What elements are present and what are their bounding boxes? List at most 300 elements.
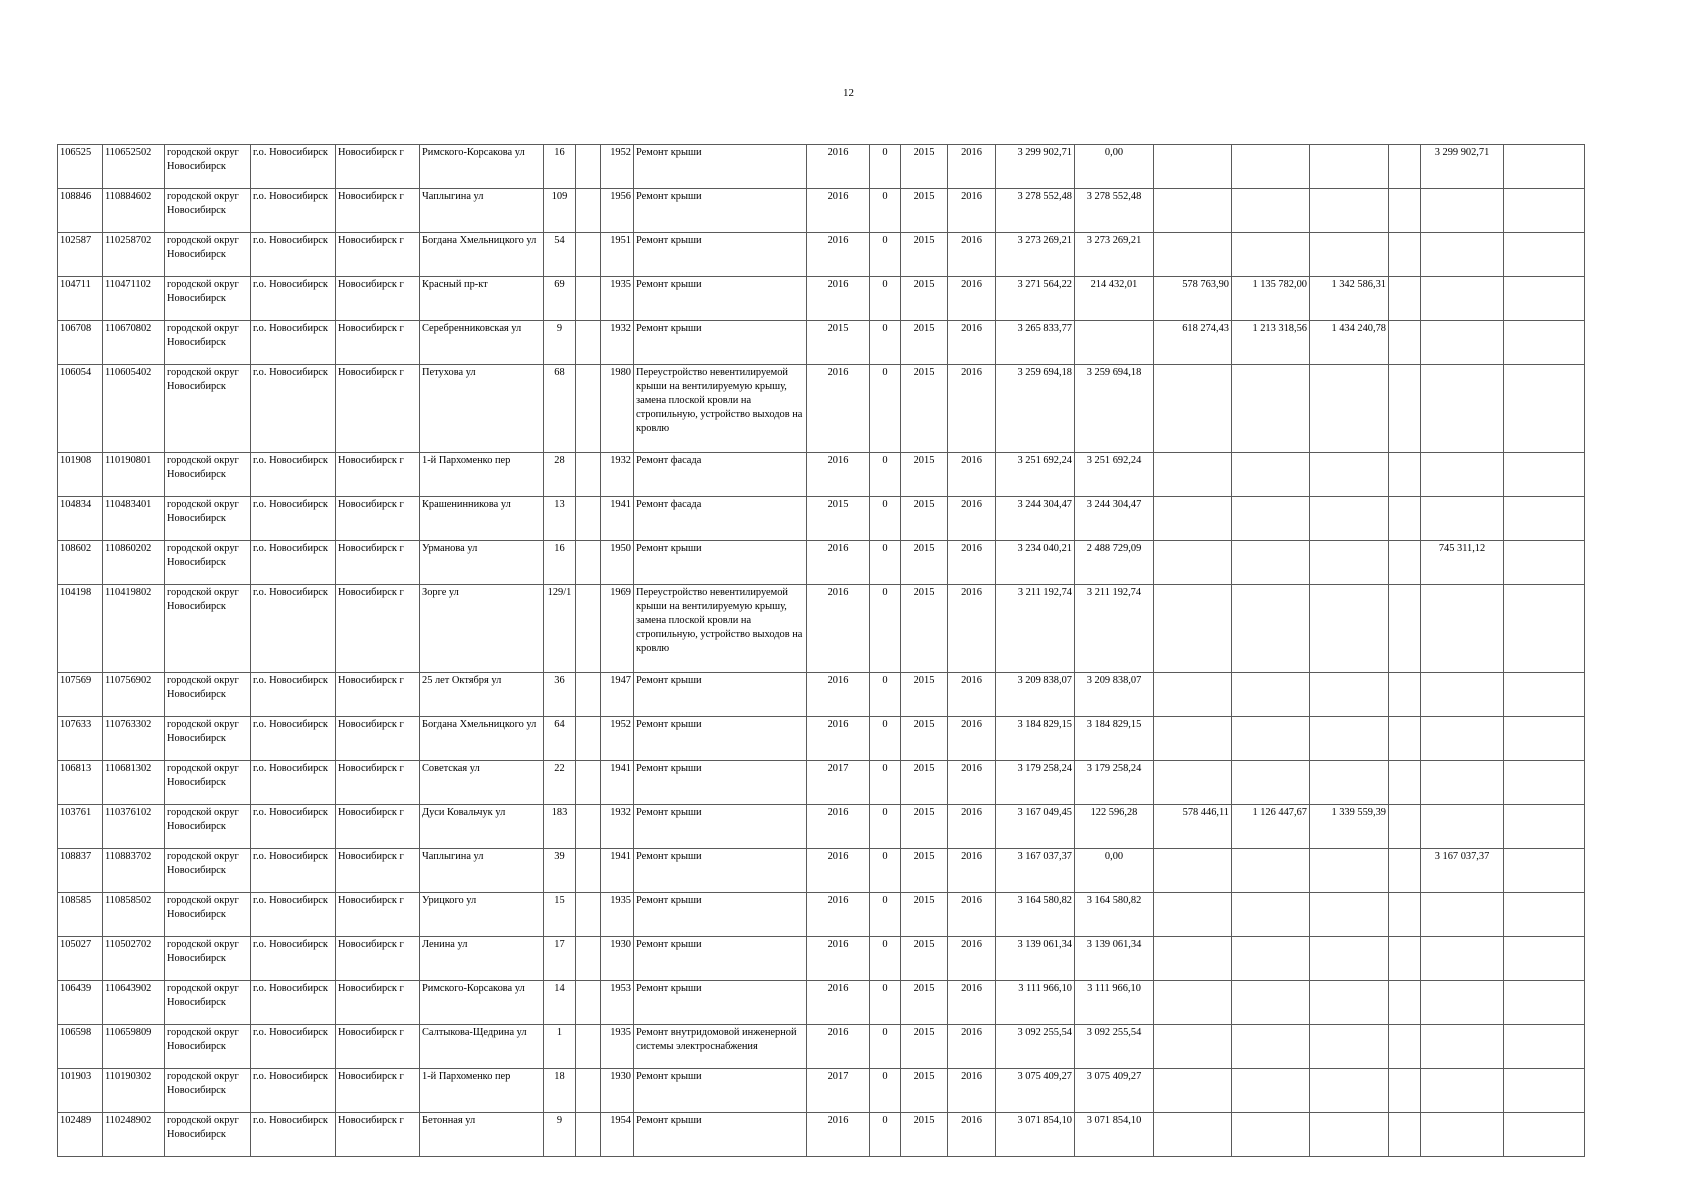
cell-planned-year: 2016	[807, 1113, 870, 1157]
cell-cost-local	[1310, 1069, 1389, 1113]
cell-period-start: 2015	[901, 189, 948, 233]
cell-cost-regional	[1232, 937, 1310, 981]
table-row	[58, 1069, 1585, 1113]
cell-municipality: городской округ Новосибирск	[165, 981, 251, 1025]
cell-house-code: 110884602	[103, 189, 165, 233]
cell-cost-regional	[1232, 717, 1310, 761]
cell-cost-federal	[1154, 937, 1232, 981]
cell-planned-year: 2016	[807, 981, 870, 1025]
cell-cost-owners: 122 596,28	[1075, 805, 1154, 849]
cell-note	[1504, 805, 1585, 849]
cell-period-end: 2016	[948, 145, 996, 189]
cell-street: Римского-Корсакова ул	[420, 145, 544, 189]
cell-cost-regional	[1232, 1025, 1310, 1069]
cell-house-number: 14	[544, 981, 576, 1025]
cell-record-id: 106525	[58, 145, 103, 189]
cell-cost-local	[1310, 849, 1389, 893]
cell-municipality: городской округ Новосибирск	[165, 937, 251, 981]
cell-cost-local	[1310, 717, 1389, 761]
cell-record-id: 107569	[58, 673, 103, 717]
cell-period-end: 2016	[948, 1025, 996, 1069]
cell-period-start: 2015	[901, 541, 948, 585]
cell-cost-reserve	[1421, 1113, 1504, 1157]
cell-period-end: 2016	[948, 849, 996, 893]
cell-municipality: городской округ Новосибирск	[165, 893, 251, 937]
cell-cost-local	[1310, 585, 1389, 673]
cell-work-type: Ремонт крыши	[634, 673, 807, 717]
cell-note	[1504, 761, 1585, 805]
cell-building	[576, 145, 601, 189]
cell-total-cost: 3 259 694,18	[996, 365, 1075, 453]
cell-house-code: 110659809	[103, 1025, 165, 1069]
cell-record-id: 104198	[58, 585, 103, 673]
cell-flag: 0	[870, 937, 901, 981]
cell-flag: 0	[870, 1113, 901, 1157]
cell-flag: 0	[870, 585, 901, 673]
cell-planned-year: 2016	[807, 233, 870, 277]
cell-record-id: 102489	[58, 1113, 103, 1157]
cell-cost-other	[1389, 233, 1421, 277]
cell-cost-federal	[1154, 541, 1232, 585]
cell-building	[576, 1113, 601, 1157]
cell-settlement: Новосибирск г	[336, 1025, 420, 1069]
cell-period-start: 2015	[901, 937, 948, 981]
cell-work-type: Переустройство невентилируемой крыши на вентилируемую крышу, замена плоской кровли на стропильную, устройство выходов на кровлю	[634, 365, 807, 453]
cell-settlement: Новосибирск г	[336, 541, 420, 585]
cell-settlement: Новосибирск г	[336, 233, 420, 277]
cell-period-start: 2015	[901, 717, 948, 761]
cell-cost-regional	[1232, 145, 1310, 189]
cell-municipality: городской округ Новосибирск	[165, 497, 251, 541]
cell-municipal-district: г.о. Новосибирск	[251, 893, 336, 937]
table-row	[58, 1113, 1585, 1157]
cell-settlement: Новосибирск г	[336, 1069, 420, 1113]
cell-work-type: Ремонт фасада	[634, 453, 807, 497]
cell-total-cost: 3 139 061,34	[996, 937, 1075, 981]
cell-cost-local	[1310, 233, 1389, 277]
cell-work-type: Ремонт крыши	[634, 233, 807, 277]
cell-flag: 0	[870, 981, 901, 1025]
cell-cost-reserve	[1421, 717, 1504, 761]
cell-planned-year: 2017	[807, 761, 870, 805]
cell-municipal-district: г.о. Новосибирск	[251, 541, 336, 585]
cell-settlement: Новосибирск г	[336, 849, 420, 893]
cell-municipal-district: г.о. Новосибирск	[251, 453, 336, 497]
cell-period-end: 2016	[948, 805, 996, 849]
cell-settlement: Новосибирск г	[336, 585, 420, 673]
cell-cost-owners: 2 488 729,09	[1075, 541, 1154, 585]
cell-period-start: 2015	[901, 1069, 948, 1113]
cell-cost-other	[1389, 321, 1421, 365]
cell-period-start: 2015	[901, 1025, 948, 1069]
cell-cost-reserve	[1421, 1025, 1504, 1069]
cell-municipality: городской округ Новосибирск	[165, 233, 251, 277]
cell-house-code: 110763302	[103, 717, 165, 761]
cell-house-code: 110860202	[103, 541, 165, 585]
cell-municipal-district: г.о. Новосибирск	[251, 365, 336, 453]
cell-municipality: городской округ Новосибирск	[165, 761, 251, 805]
cell-period-start: 2015	[901, 453, 948, 497]
cell-flag: 0	[870, 189, 901, 233]
cell-total-cost: 3 299 902,71	[996, 145, 1075, 189]
cell-cost-reserve	[1421, 981, 1504, 1025]
cell-cost-reserve	[1421, 321, 1504, 365]
cell-cost-other	[1389, 849, 1421, 893]
cell-municipality: городской округ Новосибирск	[165, 1025, 251, 1069]
cell-period-end: 2016	[948, 189, 996, 233]
cell-cost-federal	[1154, 1025, 1232, 1069]
cell-municipal-district: г.о. Новосибирск	[251, 321, 336, 365]
cell-house-code: 110756902	[103, 673, 165, 717]
cell-municipal-district: г.о. Новосибирск	[251, 233, 336, 277]
cell-work-type: Ремонт крыши	[634, 893, 807, 937]
cell-total-cost: 3 071 854,10	[996, 1113, 1075, 1157]
table-row	[58, 233, 1585, 277]
cell-cost-local: 1 434 240,78	[1310, 321, 1389, 365]
cell-settlement: Новосибирск г	[336, 453, 420, 497]
cell-record-id: 106439	[58, 981, 103, 1025]
cell-cost-regional	[1232, 1069, 1310, 1113]
cell-municipality: городской округ Новосибирск	[165, 805, 251, 849]
cell-note	[1504, 233, 1585, 277]
cell-note	[1504, 497, 1585, 541]
cell-cost-federal	[1154, 717, 1232, 761]
cell-total-cost: 3 209 838,07	[996, 673, 1075, 717]
cell-cost-regional	[1232, 673, 1310, 717]
cell-note	[1504, 365, 1585, 453]
cell-work-type: Ремонт крыши	[634, 1113, 807, 1157]
cell-record-id: 104834	[58, 497, 103, 541]
cell-settlement: Новосибирск г	[336, 189, 420, 233]
cell-note	[1504, 541, 1585, 585]
cell-period-end: 2016	[948, 497, 996, 541]
cell-note	[1504, 849, 1585, 893]
cell-cost-owners: 3 092 255,54	[1075, 1025, 1154, 1069]
cell-total-cost: 3 273 269,21	[996, 233, 1075, 277]
cell-cost-other	[1389, 1069, 1421, 1113]
cell-house-code: 110419802	[103, 585, 165, 673]
cell-record-id: 108585	[58, 893, 103, 937]
cell-cost-reserve	[1421, 1069, 1504, 1113]
cell-planned-year: 2016	[807, 189, 870, 233]
cell-work-type: Ремонт крыши	[634, 321, 807, 365]
cell-period-start: 2015	[901, 365, 948, 453]
cell-building	[576, 189, 601, 233]
cell-municipality: городской округ Новосибирск	[165, 717, 251, 761]
cell-cost-regional: 1 135 782,00	[1232, 277, 1310, 321]
cell-cost-regional	[1232, 1113, 1310, 1157]
cell-planned-year: 2016	[807, 937, 870, 981]
cell-house-code: 110605402	[103, 365, 165, 453]
cell-note	[1504, 1025, 1585, 1069]
cell-cost-owners: 0,00	[1075, 849, 1154, 893]
cell-construction-year: 1935	[601, 1025, 634, 1069]
cell-work-type: Ремонт фасада	[634, 497, 807, 541]
table-row	[58, 321, 1585, 365]
cell-period-start: 2015	[901, 585, 948, 673]
cell-construction-year: 1930	[601, 937, 634, 981]
cell-work-type: Ремонт крыши	[634, 717, 807, 761]
cell-total-cost: 3 075 409,27	[996, 1069, 1075, 1113]
cell-total-cost: 3 092 255,54	[996, 1025, 1075, 1069]
cell-cost-owners	[1075, 321, 1154, 365]
cell-municipal-district: г.о. Новосибирск	[251, 937, 336, 981]
cell-street: Богдана Хмельницкого ул	[420, 717, 544, 761]
cell-municipal-district: г.о. Новосибирск	[251, 805, 336, 849]
cell-planned-year: 2016	[807, 1025, 870, 1069]
cell-cost-owners: 214 432,01	[1075, 277, 1154, 321]
cell-planned-year: 2016	[807, 673, 870, 717]
cell-total-cost: 3 211 192,74	[996, 585, 1075, 673]
cell-street: Салтыкова-Щедрина ул	[420, 1025, 544, 1069]
cell-period-start: 2015	[901, 277, 948, 321]
cell-work-type: Ремонт крыши	[634, 277, 807, 321]
cell-cost-federal	[1154, 673, 1232, 717]
cell-cost-owners: 3 164 580,82	[1075, 893, 1154, 937]
cell-record-id: 108602	[58, 541, 103, 585]
cell-flag: 0	[870, 365, 901, 453]
cell-settlement: Новосибирск г	[336, 497, 420, 541]
cell-municipality: городской округ Новосибирск	[165, 673, 251, 717]
cell-total-cost: 3 244 304,47	[996, 497, 1075, 541]
cell-cost-reserve	[1421, 497, 1504, 541]
cell-work-type: Ремонт крыши	[634, 805, 807, 849]
cell-house-number: 64	[544, 717, 576, 761]
cell-street: 1-й Пархоменко пер	[420, 453, 544, 497]
cell-cost-reserve	[1421, 673, 1504, 717]
cell-settlement: Новосибирск г	[336, 277, 420, 321]
cell-cost-regional	[1232, 585, 1310, 673]
table-row	[58, 497, 1585, 541]
cell-cost-owners: 3 259 694,18	[1075, 365, 1154, 453]
cell-cost-federal	[1154, 761, 1232, 805]
cell-cost-local	[1310, 145, 1389, 189]
cell-municipality: городской округ Новосибирск	[165, 541, 251, 585]
cell-cost-regional	[1232, 761, 1310, 805]
cell-cost-federal	[1154, 849, 1232, 893]
cell-cost-federal: 578 446,11	[1154, 805, 1232, 849]
table-row	[58, 673, 1585, 717]
cell-planned-year: 2016	[807, 453, 870, 497]
cell-planned-year: 2017	[807, 1069, 870, 1113]
cell-cost-other	[1389, 673, 1421, 717]
cell-cost-local: 1 339 559,39	[1310, 805, 1389, 849]
table-row	[58, 145, 1585, 189]
cell-house-code: 110681302	[103, 761, 165, 805]
cell-construction-year: 1950	[601, 541, 634, 585]
cell-building	[576, 277, 601, 321]
cell-cost-other	[1389, 1025, 1421, 1069]
cell-planned-year: 2016	[807, 805, 870, 849]
table-row	[58, 1025, 1585, 1069]
cell-cost-regional	[1232, 233, 1310, 277]
cell-record-id: 103761	[58, 805, 103, 849]
cell-municipal-district: г.о. Новосибирск	[251, 981, 336, 1025]
cell-period-end: 2016	[948, 233, 996, 277]
cell-cost-local	[1310, 365, 1389, 453]
cell-period-start: 2015	[901, 497, 948, 541]
cell-cost-owners: 3 071 854,10	[1075, 1113, 1154, 1157]
cell-building	[576, 541, 601, 585]
cell-municipality: городской округ Новосибирск	[165, 453, 251, 497]
table-row	[58, 761, 1585, 805]
cell-cost-regional	[1232, 981, 1310, 1025]
cell-cost-owners: 3 179 258,24	[1075, 761, 1154, 805]
cell-work-type: Ремонт крыши	[634, 541, 807, 585]
cell-house-number: 13	[544, 497, 576, 541]
cell-record-id: 104711	[58, 277, 103, 321]
cell-municipal-district: г.о. Новосибирск	[251, 761, 336, 805]
cell-note	[1504, 189, 1585, 233]
cell-cost-owners: 3 184 829,15	[1075, 717, 1154, 761]
cell-house-code: 110858502	[103, 893, 165, 937]
cell-cost-reserve	[1421, 189, 1504, 233]
cell-cost-regional: 1 126 447,67	[1232, 805, 1310, 849]
cell-municipal-district: г.о. Новосибирск	[251, 1025, 336, 1069]
cell-planned-year: 2016	[807, 365, 870, 453]
cell-cost-federal: 618 274,43	[1154, 321, 1232, 365]
cell-house-code: 110376102	[103, 805, 165, 849]
cell-municipality: городской округ Новосибирск	[165, 1069, 251, 1113]
table-row	[58, 981, 1585, 1025]
cell-cost-local	[1310, 497, 1389, 541]
cell-street: Петухова ул	[420, 365, 544, 453]
cell-construction-year: 1941	[601, 497, 634, 541]
cell-cost-owners: 3 211 192,74	[1075, 585, 1154, 673]
cell-cost-other	[1389, 189, 1421, 233]
cell-construction-year: 1935	[601, 893, 634, 937]
cell-settlement: Новосибирск г	[336, 1113, 420, 1157]
cell-building	[576, 233, 601, 277]
cell-cost-reserve	[1421, 365, 1504, 453]
cell-cost-local	[1310, 189, 1389, 233]
cell-work-type: Ремонт внутридомовой инженерной системы электроснабжения	[634, 1025, 807, 1069]
cell-period-start: 2015	[901, 981, 948, 1025]
table-row	[58, 893, 1585, 937]
cell-cost-federal: 578 763,90	[1154, 277, 1232, 321]
table-body	[58, 145, 1585, 1157]
cell-planned-year: 2016	[807, 849, 870, 893]
cell-building	[576, 717, 601, 761]
cell-cost-other	[1389, 805, 1421, 849]
cell-cost-owners: 3 075 409,27	[1075, 1069, 1154, 1113]
cell-cost-reserve	[1421, 277, 1504, 321]
cell-house-code: 110471102	[103, 277, 165, 321]
cell-note	[1504, 321, 1585, 365]
cell-period-end: 2016	[948, 277, 996, 321]
cell-settlement: Новосибирск г	[336, 805, 420, 849]
cell-flag: 0	[870, 717, 901, 761]
cell-planned-year: 2016	[807, 585, 870, 673]
cell-street: Ленина ул	[420, 937, 544, 981]
cell-note	[1504, 277, 1585, 321]
cell-street: Урманова ул	[420, 541, 544, 585]
cell-cost-other	[1389, 585, 1421, 673]
cell-cost-other	[1389, 893, 1421, 937]
cell-street: Серебренниковская ул	[420, 321, 544, 365]
cell-house-code: 110670802	[103, 321, 165, 365]
cell-settlement: Новосибирск г	[336, 761, 420, 805]
cell-settlement: Новосибирск г	[336, 717, 420, 761]
cell-cost-regional	[1232, 189, 1310, 233]
cell-cost-other	[1389, 541, 1421, 585]
cell-house-number: 28	[544, 453, 576, 497]
table-row	[58, 585, 1585, 673]
cell-flag: 0	[870, 893, 901, 937]
table-row	[58, 937, 1585, 981]
cell-cost-reserve	[1421, 761, 1504, 805]
cell-flag: 0	[870, 1025, 901, 1069]
cell-street: Бетонная ул	[420, 1113, 544, 1157]
cell-cost-reserve	[1421, 893, 1504, 937]
cell-cost-federal	[1154, 233, 1232, 277]
cell-cost-other	[1389, 365, 1421, 453]
cell-cost-local	[1310, 893, 1389, 937]
cell-construction-year: 1954	[601, 1113, 634, 1157]
cell-work-type: Ремонт крыши	[634, 145, 807, 189]
cell-building	[576, 673, 601, 717]
table-row	[58, 717, 1585, 761]
cell-cost-regional	[1232, 849, 1310, 893]
cell-municipality: городской округ Новосибирск	[165, 365, 251, 453]
cell-construction-year: 1980	[601, 365, 634, 453]
cell-flag: 0	[870, 1069, 901, 1113]
cell-cost-other	[1389, 453, 1421, 497]
cell-cost-owners: 3 139 061,34	[1075, 937, 1154, 981]
cell-cost-local: 1 342 586,31	[1310, 277, 1389, 321]
cell-period-end: 2016	[948, 761, 996, 805]
cell-cost-local	[1310, 453, 1389, 497]
cell-cost-regional	[1232, 893, 1310, 937]
cell-construction-year: 1930	[601, 1069, 634, 1113]
cell-work-type: Ремонт крыши	[634, 189, 807, 233]
cell-municipal-district: г.о. Новосибирск	[251, 277, 336, 321]
cell-building	[576, 761, 601, 805]
cell-record-id: 102587	[58, 233, 103, 277]
cell-house-code: 110652502	[103, 145, 165, 189]
table-row	[58, 541, 1585, 585]
cell-cost-other	[1389, 145, 1421, 189]
cell-record-id: 108846	[58, 189, 103, 233]
cell-cost-federal	[1154, 497, 1232, 541]
cell-construction-year: 1952	[601, 717, 634, 761]
cell-house-code: 110248902	[103, 1113, 165, 1157]
cell-municipality: городской округ Новосибирск	[165, 145, 251, 189]
cell-municipal-district: г.о. Новосибирск	[251, 1069, 336, 1113]
cell-cost-regional	[1232, 365, 1310, 453]
cell-municipality: городской округ Новосибирск	[165, 849, 251, 893]
table-row	[58, 365, 1585, 453]
cell-street: Чаплыгина ул	[420, 189, 544, 233]
cell-total-cost: 3 278 552,48	[996, 189, 1075, 233]
cell-house-number: 39	[544, 849, 576, 893]
cell-settlement: Новосибирск г	[336, 981, 420, 1025]
cell-cost-owners: 3 251 692,24	[1075, 453, 1154, 497]
cell-period-end: 2016	[948, 365, 996, 453]
cell-record-id: 101908	[58, 453, 103, 497]
cell-period-start: 2015	[901, 893, 948, 937]
cell-house-code: 110643902	[103, 981, 165, 1025]
cell-construction-year: 1947	[601, 673, 634, 717]
cell-cost-local	[1310, 1025, 1389, 1069]
cell-cost-federal	[1154, 981, 1232, 1025]
cell-building	[576, 585, 601, 673]
cell-house-number: 69	[544, 277, 576, 321]
cell-construction-year: 1951	[601, 233, 634, 277]
cell-house-number: 16	[544, 145, 576, 189]
cell-total-cost: 3 184 829,15	[996, 717, 1075, 761]
cell-settlement: Новосибирск г	[336, 321, 420, 365]
